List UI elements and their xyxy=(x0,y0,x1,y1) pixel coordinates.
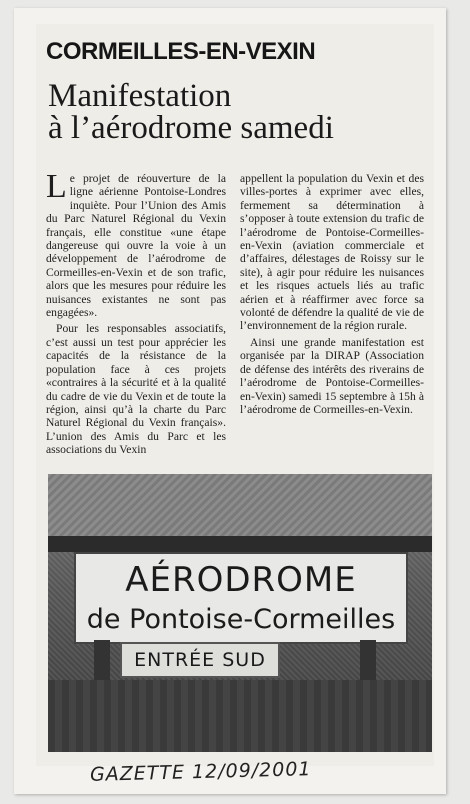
entrance-sign: ENTRÉE SUD xyxy=(120,642,280,678)
paragraph-3: appellent la population du Vexin et des villes-portes à exprimer avec elles, fermement sa détermination à s’opposer à toute extension du trafic de l’aérodrome de Pontoise-Cormeilles-en-Vexin (aviation commerciale et d’affaires, délestages de Roissy sur le site), à agir pour réduire les nuisances et les risques actuels liés au trafic aérien et à réaffirmer avec force sa volonté de défendre la qualité de vie de l’environnement de la région rurale. xyxy=(240,172,424,333)
headline-line-1: Manifestation xyxy=(48,78,232,114)
aerodrome-sign xyxy=(74,552,408,644)
sign-title: AÉRODROME xyxy=(125,560,357,600)
handwritten-date-note: GAZETTE 12/09/2001 xyxy=(89,758,312,786)
article-column-left xyxy=(46,168,226,460)
paragraph-1 xyxy=(46,168,226,320)
paragraph-2: Pour les responsables associatifs, c’est aussi un test pour apprécier les capacités de la résistance de la population face à ces projets «contraires à la sécurité et à la qualité du cadre de vie du Vexin et de toute la région, ainsi qu’à la charte du Parc Naturel Régional du Vexin français». L’union des Amis du Parc et les associations du Vexin xyxy=(46,322,226,457)
photo-background xyxy=(48,474,432,536)
article-column-right xyxy=(240,172,424,419)
section-rubric: CORMEILLES-EN-VEXIN xyxy=(46,38,316,65)
headline-line-2: à l’aérodrome samedi xyxy=(48,110,334,146)
sign-beam xyxy=(48,536,432,552)
photo-ground xyxy=(48,680,432,752)
drop-cap: L xyxy=(46,168,67,205)
newspaper-clipping-background xyxy=(14,8,446,794)
article-headline xyxy=(48,80,428,144)
paragraph-1-text: e projet de réouverture de la ligne aérienne Pontoise-Londres inquiète. Pour l’Union des Amis du Parc Naturel Régional du Vexin français, elle constitue «une étape dangereuse qui ouvre la voie à un développement de l’aérodrome de Cormeilles-en-Vexin et de son trafic, alors que les mesures pour réduire les nuisances existantes ne sont pas engagées». xyxy=(46,172,226,320)
sign-subtitle: de Pontoise-Cormeilles xyxy=(86,604,396,635)
aerodrome-sign-photo xyxy=(48,474,432,752)
paragraph-4: Ainsi une grande manifestation est organisée par la DIRAP (Association de défense des intérêts des riverains de l’aérodrome de Pontoise-Cormeilles-en-Vexin) samedi 15 septembre à 15h à l’aérodrome de Cormeilles-en-Vexin. xyxy=(240,335,424,416)
